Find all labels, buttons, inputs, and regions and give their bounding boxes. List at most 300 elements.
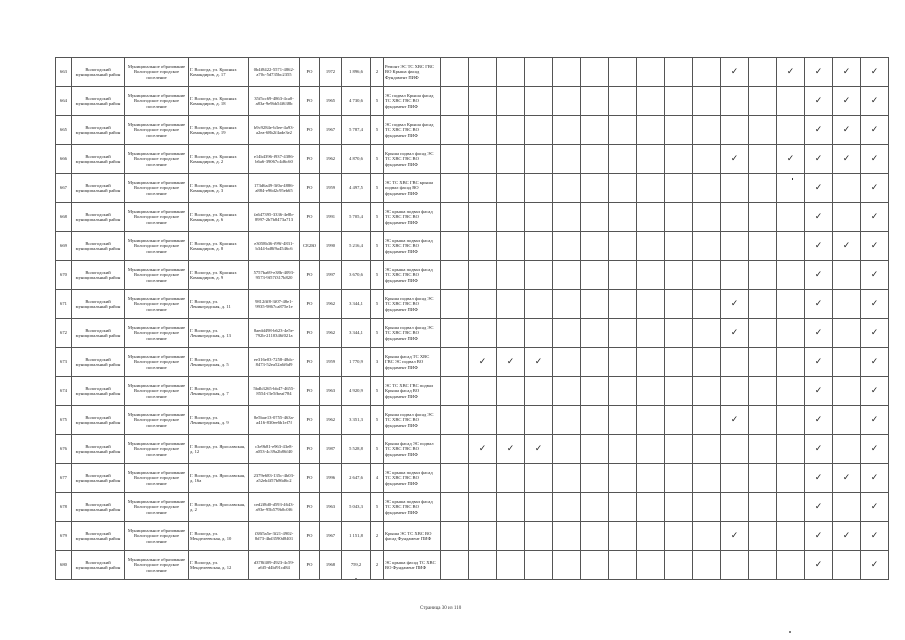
empty-cell: [469, 116, 497, 145]
empty-cell: [609, 348, 637, 377]
table-row: [56, 261, 889, 290]
empty-cell: [609, 145, 637, 174]
floors-cell: 2: [371, 522, 384, 551]
empty-cell: [693, 174, 721, 203]
check-icon: ✓: [805, 261, 833, 290]
works-cell: Крыша подвал фасад ЭС ТС ХВС ГВС ВО фундамент ПИФ: [384, 319, 441, 348]
empty-cell: [609, 551, 637, 580]
empty-cell: [721, 348, 749, 377]
fias-code-cell: b9c9284e-b3ee-4a93-a2ea-68b2f4ade3e2: [249, 116, 300, 145]
type-cell: РО: [300, 348, 320, 377]
works-cell: ЭС подвал Крыша фасад ТС ХВС ГВС ВО фундамент ПИФ: [384, 116, 441, 145]
district-cell: Вологодский муниципальный район: [72, 435, 125, 464]
empty-cell: [693, 290, 721, 319]
works-cell: Крыша подвал фасад ЭС ТС ХВС ГВС ВО фундамент ПИФ: [384, 290, 441, 319]
floors-cell: 5: [371, 435, 384, 464]
empty-cell: [469, 522, 497, 551]
fias-code-cell: f38f5a5e-3f21-4902-8d73-4bd3590d8401: [249, 522, 300, 551]
year-cell: 1962: [320, 406, 342, 435]
empty-cell: [581, 174, 609, 203]
empty-cell: [497, 232, 525, 261]
floors-cell: 5: [371, 145, 384, 174]
empty-cell: [777, 87, 805, 116]
empty-cell: [665, 203, 693, 232]
empty-cell: [441, 290, 469, 319]
address-cell: Г. Вологда, ул. Красных Командиров, д. 8: [189, 232, 249, 261]
owner-cell: Муниципальное образование Вологодское городское поселение: [125, 406, 189, 435]
empty-cell: [721, 551, 749, 580]
empty-cell: [777, 232, 805, 261]
type-cell: РО: [300, 145, 320, 174]
owner-cell: Муниципальное образование Вологодское городское поселение: [125, 58, 189, 87]
works-cell: ЭС ТС ХВС ГВС подвал Крыша фасад ВО фундамент ПИФ: [384, 377, 441, 406]
type-cell: РО: [300, 116, 320, 145]
empty-cell: [553, 522, 581, 551]
area-cell: 5 705,4: [342, 203, 371, 232]
owner-cell: Муниципальное образование Вологодское городское поселение: [125, 290, 189, 319]
address-cell: Г. Вологда, ул. Красных Командиров, д. 19: [189, 116, 249, 145]
empty-cell: [553, 551, 581, 580]
empty-cell: [581, 493, 609, 522]
district-cell: Вологодский муниципальный район: [72, 58, 125, 87]
empty-cell: [693, 116, 721, 145]
check-icon: ✓: [861, 406, 889, 435]
empty-cell: [637, 203, 665, 232]
year-cell: 1962: [320, 145, 342, 174]
floors-cell: 5: [371, 493, 384, 522]
empty-cell: [441, 232, 469, 261]
empty-cell: [581, 464, 609, 493]
empty-cell: [609, 261, 637, 290]
check-icon: ✓: [721, 522, 749, 551]
check-icon: ✓: [805, 348, 833, 377]
check-icon: ✓: [861, 116, 889, 145]
empty-cell: [665, 58, 693, 87]
empty-cell: [777, 290, 805, 319]
empty-cell: [525, 319, 553, 348]
empty-cell: [525, 551, 553, 580]
check-icon: ✓: [861, 203, 889, 232]
check-icon: ✓: [777, 58, 805, 87]
empty-cell: [833, 319, 861, 348]
empty-cell: [749, 406, 777, 435]
empty-cell: [833, 377, 861, 406]
check-icon: ✓: [469, 348, 497, 377]
empty-cell: [609, 116, 637, 145]
row-number: 670: [56, 261, 72, 290]
year-cell: 1997: [320, 261, 342, 290]
empty-cell: [525, 232, 553, 261]
district-cell: Вологодский муниципальный район: [72, 493, 125, 522]
district-cell: Вологодский муниципальный район: [72, 319, 125, 348]
empty-cell: [665, 261, 693, 290]
empty-cell: [525, 290, 553, 319]
empty-cell: [525, 145, 553, 174]
type-cell: РО: [300, 551, 320, 580]
check-icon: ✓: [721, 319, 749, 348]
page-footer: Страница 30 из 110: [420, 606, 462, 611]
area-cell: 4 730,6: [342, 87, 371, 116]
empty-cell: [525, 522, 553, 551]
empty-cell: [749, 87, 777, 116]
empty-cell: [609, 493, 637, 522]
fias-code-cell: fa647395-3336-4e8b-8997-2b7b8473a713: [249, 203, 300, 232]
row-number: 676: [56, 435, 72, 464]
floors-cell: 5: [371, 319, 384, 348]
year-cell: 1967: [320, 116, 342, 145]
empty-cell: [721, 232, 749, 261]
row-number: 672: [56, 319, 72, 348]
empty-cell: [581, 232, 609, 261]
check-icon: ✓: [861, 261, 889, 290]
table-row: [56, 145, 889, 174]
address-cell: Г. Вологда, ул. Красных Командиров, д. 17: [189, 58, 249, 87]
year-cell: 1963: [320, 377, 342, 406]
empty-cell: [525, 203, 553, 232]
empty-cell: [665, 87, 693, 116]
row-number: 665: [56, 116, 72, 145]
owner-cell: Муниципальное образование Вологодское городское поселение: [125, 319, 189, 348]
empty-cell: [833, 435, 861, 464]
row-number: 669: [56, 232, 72, 261]
empty-cell: [553, 290, 581, 319]
table-row: [56, 290, 889, 319]
empty-cell: [469, 290, 497, 319]
owner-cell: Муниципальное образование Вологодское городское поселение: [125, 464, 189, 493]
year-cell: 1965: [320, 87, 342, 116]
check-icon: ✓: [861, 58, 889, 87]
empty-cell: [693, 319, 721, 348]
empty-cell: [609, 377, 637, 406]
empty-cell: [693, 493, 721, 522]
check-icon: ✓: [805, 551, 833, 580]
check-icon: ✓: [497, 435, 525, 464]
check-icon: ✓: [721, 145, 749, 174]
address-cell: Г. Вологда, ул. Менделеевская, д. 12: [189, 551, 249, 580]
check-icon: ✓: [861, 522, 889, 551]
district-cell: Вологодский муниципальный район: [72, 522, 125, 551]
check-icon: ✓: [861, 348, 889, 377]
fias-code-cell: 0b4f8422-5571-4862-a70c-5d735bc2355: [249, 58, 300, 87]
empty-cell: [637, 261, 665, 290]
empty-cell: [441, 464, 469, 493]
empty-cell: [609, 406, 637, 435]
empty-cell: [469, 58, 497, 87]
empty-cell: [497, 522, 525, 551]
empty-cell: [525, 377, 553, 406]
type-cell: РО: [300, 261, 320, 290]
check-icon: ✓: [861, 174, 889, 203]
empty-cell: [637, 87, 665, 116]
owner-cell: Муниципальное образование Вологодское городское поселение: [125, 174, 189, 203]
address-cell: Г. Вологда, ул. Ярославская, д. 16а: [189, 464, 249, 493]
empty-cell: [777, 522, 805, 551]
owner-cell: Муниципальное образование Вологодское городское поселение: [125, 87, 189, 116]
table-row: [56, 464, 889, 493]
check-icon: ✓: [525, 435, 553, 464]
empty-cell: [553, 232, 581, 261]
empty-cell: [777, 493, 805, 522]
year-cell: 1962: [320, 290, 342, 319]
empty-cell: [721, 116, 749, 145]
empty-cell: [441, 116, 469, 145]
type-cell: РО: [300, 174, 320, 203]
empty-cell: [497, 145, 525, 174]
empty-cell: [665, 493, 693, 522]
area-cell: 5 528,8: [342, 435, 371, 464]
empty-cell: [693, 377, 721, 406]
row-number: 679: [56, 522, 72, 551]
empty-cell: [833, 493, 861, 522]
empty-cell: [441, 87, 469, 116]
empty-cell: [609, 232, 637, 261]
empty-cell: [553, 116, 581, 145]
empty-cell: [721, 464, 749, 493]
check-icon: ✓: [861, 87, 889, 116]
empty-cell: [497, 58, 525, 87]
empty-cell: [637, 551, 665, 580]
empty-cell: [721, 203, 749, 232]
empty-cell: [581, 116, 609, 145]
empty-cell: [441, 551, 469, 580]
table-row: [56, 58, 889, 87]
check-icon: ✓: [833, 522, 861, 551]
empty-cell: [777, 319, 805, 348]
empty-cell: [441, 174, 469, 203]
empty-cell: [693, 261, 721, 290]
owner-cell: Муниципальное образование Вологодское городское поселение: [125, 493, 189, 522]
check-icon: ✓: [721, 290, 749, 319]
empty-cell: [469, 377, 497, 406]
scan-speck: [355, 578, 357, 579]
address-cell: Г. Вологда, ул. Ленинградская, д. 7: [189, 377, 249, 406]
owner-cell: Муниципальное образование Вологодское городское поселение: [125, 116, 189, 145]
table-row: [56, 87, 889, 116]
district-cell: Вологодский муниципальный район: [72, 145, 125, 174]
address-cell: Г. Вологда, ул. Ленинградская, д. 5: [189, 348, 249, 377]
works-cell: ЭС крыша подвал фасад ТС ХВС ГВС ВО фундамент ПИФ: [384, 493, 441, 522]
empty-cell: [497, 174, 525, 203]
works-cell: ЭС крыша подвал фасад ТС ХВС ГВС ВО фундамент ПИФ: [384, 464, 441, 493]
empty-cell: [777, 116, 805, 145]
empty-cell: [637, 406, 665, 435]
empty-cell: [469, 551, 497, 580]
check-icon: ✓: [861, 464, 889, 493]
address-cell: Г. Вологда, ул. Ярославская, д. 2: [189, 493, 249, 522]
empty-cell: [833, 174, 861, 203]
empty-cell: [749, 551, 777, 580]
empty-cell: [833, 261, 861, 290]
empty-cell: [721, 87, 749, 116]
owner-cell: Муниципальное образование Вологодское городское поселение: [125, 377, 189, 406]
empty-cell: [749, 145, 777, 174]
empty-cell: [637, 348, 665, 377]
empty-cell: [665, 522, 693, 551]
fias-code-cell: 5757ba69-e38b-4093-9573-9f57f317b820: [249, 261, 300, 290]
empty-cell: [749, 58, 777, 87]
works-cell: ЭС крыша подвал фасад ТС ХВС ГВС ВО фундамент ПИФ: [384, 261, 441, 290]
empty-cell: [777, 174, 805, 203]
row-number: 680: [56, 551, 72, 580]
check-icon: ✓: [833, 116, 861, 145]
empty-cell: [553, 406, 581, 435]
area-cell: 3 344,1: [342, 319, 371, 348]
empty-cell: [693, 58, 721, 87]
check-icon: ✓: [833, 58, 861, 87]
empty-cell: [637, 522, 665, 551]
empty-cell: [637, 145, 665, 174]
empty-cell: [637, 377, 665, 406]
empty-cell: [469, 319, 497, 348]
empty-cell: [553, 377, 581, 406]
floors-cell: 5: [371, 290, 384, 319]
floors-cell: 5: [371, 87, 384, 116]
district-cell: Вологодский муниципальный район: [72, 377, 125, 406]
empty-cell: [609, 522, 637, 551]
empty-cell: [581, 551, 609, 580]
empty-cell: [525, 493, 553, 522]
floors-cell: 5: [371, 406, 384, 435]
check-icon: ✓: [805, 145, 833, 174]
row-number: 675: [56, 406, 72, 435]
year-cell: 1963: [320, 493, 342, 522]
district-cell: Вологодский муниципальный район: [72, 464, 125, 493]
empty-cell: [749, 522, 777, 551]
housing-registry-table: [55, 57, 889, 580]
floors-cell: 5: [371, 232, 384, 261]
empty-cell: [777, 203, 805, 232]
empty-cell: [581, 406, 609, 435]
year-cell: 1987: [320, 435, 342, 464]
check-icon: ✓: [833, 232, 861, 261]
floors-cell: 5: [371, 261, 384, 290]
check-icon: ✓: [805, 319, 833, 348]
floors-cell: 3: [371, 348, 384, 377]
empty-cell: [581, 58, 609, 87]
empty-cell: [525, 58, 553, 87]
district-cell: Вологодский муниципальный район: [72, 232, 125, 261]
empty-cell: [581, 87, 609, 116]
area-cell: 2 647,6: [342, 464, 371, 493]
district-cell: Вологодский муниципальный район: [72, 203, 125, 232]
works-cell: Крыша подвал фасад ЭС ТС ХВС ГВС ВО фундамент ПИФ: [384, 145, 441, 174]
empty-cell: [497, 261, 525, 290]
table-row: [56, 435, 889, 464]
check-icon: ✓: [861, 145, 889, 174]
empty-cell: [609, 464, 637, 493]
year-cell: 1991: [320, 203, 342, 232]
year-cell: 1967: [320, 522, 342, 551]
scan-speck: [789, 631, 791, 633]
empty-cell: [665, 435, 693, 464]
empty-cell: [665, 464, 693, 493]
check-icon: ✓: [805, 87, 833, 116]
check-icon: ✓: [861, 290, 889, 319]
floors-cell: 2: [371, 58, 384, 87]
floors-cell: 5: [371, 174, 384, 203]
empty-cell: [441, 377, 469, 406]
check-icon: ✓: [805, 203, 833, 232]
empty-cell: [665, 551, 693, 580]
works-cell: ЭС подвал Крыша фасад ТС ХВС ГВС ВО фундамент ПИФ: [384, 87, 441, 116]
empty-cell: [777, 261, 805, 290]
row-number: 668: [56, 203, 72, 232]
row-number: 674: [56, 377, 72, 406]
area-cell: 759,2: [342, 551, 371, 580]
empty-cell: [665, 174, 693, 203]
empty-cell: [721, 261, 749, 290]
empty-cell: [497, 377, 525, 406]
empty-cell: [441, 406, 469, 435]
row-number: 664: [56, 87, 72, 116]
district-cell: Вологодский муниципальный район: [72, 174, 125, 203]
empty-cell: [665, 145, 693, 174]
floors-cell: 5: [371, 203, 384, 232]
owner-cell: Муниципальное образование Вологодское городское поселение: [125, 145, 189, 174]
owner-cell: Муниципальное образование Вологодское городское поселение: [125, 348, 189, 377]
fias-code-cell: 2379e683-135c-4b03-a52eb4f57b86d6c2: [249, 464, 300, 493]
type-cell: РО: [300, 377, 320, 406]
works-cell: ЭС ТС ХВС ГВС крыша подвал фасад ВО фундамент ПИФ: [384, 174, 441, 203]
year-cell: 1959: [320, 174, 342, 203]
empty-cell: [693, 203, 721, 232]
empty-cell: [497, 290, 525, 319]
owner-cell: Муниципальное образование Вологодское городское поселение: [125, 232, 189, 261]
owner-cell: Муниципальное образование Вологодское городское поселение: [125, 261, 189, 290]
check-icon: ✓: [721, 58, 749, 87]
fias-code-cell: 8e5bae13-0755-463a-a416-830ee6b1ef7f: [249, 406, 300, 435]
address-cell: Г. Вологда, ул. Красных Командиров, д. 18: [189, 87, 249, 116]
type-cell: РО: [300, 464, 320, 493]
empty-cell: [553, 319, 581, 348]
year-cell: 1972: [320, 58, 342, 87]
empty-cell: [777, 377, 805, 406]
empty-cell: [749, 261, 777, 290]
type-cell: СЕ2Ю: [300, 232, 320, 261]
empty-cell: [497, 464, 525, 493]
empty-cell: [721, 377, 749, 406]
empty-cell: [553, 203, 581, 232]
row-number: 673: [56, 348, 72, 377]
fias-code-cell: c3e9b81-e963-43e8-a053-4c39a2b86f40: [249, 435, 300, 464]
empty-cell: [637, 174, 665, 203]
empty-cell: [441, 58, 469, 87]
empty-cell: [749, 377, 777, 406]
empty-cell: [693, 435, 721, 464]
works-cell: Ремонт ЭС ТС ХВС ГВС ВО Крыша фасад Фундамент ПИФ: [384, 58, 441, 87]
empty-cell: [581, 435, 609, 464]
owner-cell: Муниципальное образование Вологодское городское поселение: [125, 203, 189, 232]
address-cell: Г. Вологда, ул. Красных Командиров, д. 6: [189, 203, 249, 232]
empty-cell: [833, 290, 861, 319]
empty-cell: [581, 290, 609, 319]
check-icon: ✓: [497, 348, 525, 377]
check-icon: ✓: [777, 145, 805, 174]
empty-cell: [581, 522, 609, 551]
check-icon: ✓: [861, 377, 889, 406]
year-cell: 1962: [320, 319, 342, 348]
area-cell: 1 896,6: [342, 58, 371, 87]
type-cell: РО: [300, 319, 320, 348]
registry-body: [56, 58, 889, 580]
check-icon: ✓: [805, 464, 833, 493]
empty-cell: [469, 464, 497, 493]
registry-sheet: [55, 57, 889, 580]
empty-cell: [777, 551, 805, 580]
works-cell: ЭС крыша фасад ТС ХВС ВО Фундамент ПИФ: [384, 551, 441, 580]
fias-code-cell: d378f409-4923-4c59-a6f5-d4bf91cd84: [249, 551, 300, 580]
check-icon: ✓: [861, 232, 889, 261]
